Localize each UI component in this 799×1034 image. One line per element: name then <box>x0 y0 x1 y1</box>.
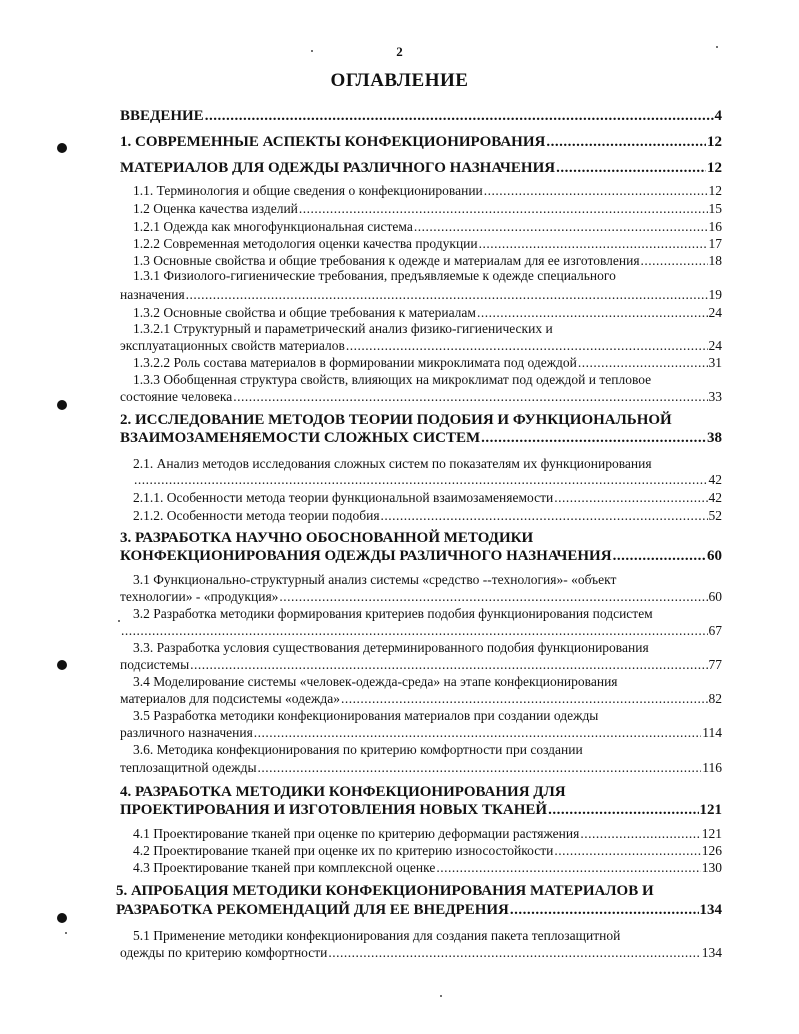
toc-entry[interactable] <box>120 287 722 303</box>
leader-dots <box>546 134 706 151</box>
toc-entry[interactable] <box>120 802 722 819</box>
toc-entry-title: 1.1. Терминология и общие сведения о конфекционировании <box>133 183 483 198</box>
leader-dots <box>479 236 708 252</box>
toc-entry[interactable] <box>120 430 722 447</box>
toc-entry-page: 121 <box>699 802 722 818</box>
toc-entry-title: КОНФЕКЦИОНИРОВАНИЯ ОДЕЖДЫ РАЗЛИЧНОГО НАЗНАЧЕНИЯ <box>120 548 612 564</box>
toc-entry[interactable] <box>120 760 722 776</box>
toc-entry-title: подсистемы <box>120 657 190 672</box>
toc-entry[interactable] <box>133 826 722 842</box>
scan-speck <box>118 620 120 622</box>
leader-dots <box>254 725 701 741</box>
toc-entry[interactable] <box>120 945 722 961</box>
leader-dots <box>481 430 706 447</box>
toc-entry-page: 42 <box>708 490 722 505</box>
toc-entry-title: 1.2 Оценка качества изделий <box>133 201 298 216</box>
toc-entry-title: технологии» - «продукция» <box>120 589 279 604</box>
toc-entry-title: 1.3.2 Основные свойства и общие требования к материалам <box>133 305 476 320</box>
toc-entry-title: 1.3.2.2 Роль состава материалов в формировании микроклимата под одеждой <box>133 355 577 370</box>
toc-entry-page: 31 <box>708 355 722 370</box>
toc-entry[interactable] <box>133 860 722 876</box>
toc-entry-page: 19 <box>708 287 722 302</box>
punch-hole-mark <box>57 400 67 410</box>
leader-dots <box>613 548 706 565</box>
toc-entry-title: 4.2 Проектирование тканей при оценке их по критерию износостойкости <box>133 843 554 858</box>
toc-entry-title: МАТЕРИАЛОВ ДЛЯ ОДЕЖДЫ РАЗЛИЧНОГО НАЗНАЧЕНИЯ <box>120 160 556 176</box>
toc-entry-title: назначения <box>120 287 185 302</box>
leader-dots <box>641 253 708 269</box>
toc-entry-page: 17 <box>708 236 722 251</box>
scan-speck <box>716 46 718 48</box>
toc-entry-page: 121 <box>701 826 722 841</box>
toc-entry[interactable] <box>133 355 722 371</box>
toc-entry[interactable] <box>133 472 722 488</box>
toc-entry[interactable] <box>133 508 722 524</box>
leader-dots <box>299 201 708 217</box>
toc-entry[interactable] <box>120 725 722 741</box>
toc-entry-line1[interactable]: 3.5 Разработка методики конфекционирования материалов при создании одежды <box>133 708 599 723</box>
toc-entry-title: одежды по критерию комфортности <box>120 945 328 960</box>
toc-entry-page: 16 <box>708 219 722 234</box>
leader-dots <box>258 760 702 776</box>
toc-entry[interactable] <box>120 160 722 177</box>
toc-entry-title: ВЗАИМОЗАМЕНЯЕМОСТИ СЛОЖНЫХ СИСТЕМ <box>120 430 481 446</box>
leader-dots <box>190 657 707 673</box>
toc-entry-title: 2.1.2. Особенности метода теории подобия <box>133 508 380 523</box>
leader-dots <box>186 287 708 303</box>
toc-entry[interactable] <box>120 108 722 125</box>
toc-entry-page: 33 <box>708 389 722 404</box>
scan-speck <box>440 995 442 997</box>
leader-dots <box>556 160 706 177</box>
toc-entry-title: 4.1 Проектирование тканей при оценке по критерию деформации растяжения <box>133 826 580 841</box>
toc-entry-title: 1. СОВРЕМЕННЫЕ АСПЕКТЫ КОНФЕКЦИОНИРОВАНИЯ <box>120 134 546 150</box>
toc-entry-line1[interactable]: 1.3.1 Физиолого-гигиенические требования, предъявляемые к одежде специального <box>133 268 616 283</box>
leader-dots <box>346 338 708 354</box>
leader-dots <box>548 802 698 819</box>
leader-dots <box>121 623 708 639</box>
toc-entry[interactable] <box>120 548 722 565</box>
leader-dots <box>414 219 708 235</box>
toc-entry-page: 60 <box>707 548 722 564</box>
page-title: ОГЛАВЛЕНИЕ <box>330 70 469 91</box>
leader-dots <box>381 508 708 524</box>
toc-entry-line1[interactable]: 1.3.3 Обобщенная структура свойств, влияющих на микроклимат под одеждой и тепловое <box>133 372 652 387</box>
toc-entry-line1[interactable]: 3.6. Методика конфекционирования по критерию комфортности при создании <box>133 742 583 757</box>
scan-speck <box>311 50 313 52</box>
toc-entry-title: различного назначения <box>120 725 253 740</box>
toc-entry[interactable] <box>133 219 722 235</box>
toc-entry-page: 67 <box>708 623 722 638</box>
toc-entry-page: 18 <box>708 253 722 268</box>
toc-entry-page: 52 <box>708 508 722 523</box>
toc-entry-page: 38 <box>707 430 722 446</box>
punch-hole-mark <box>57 913 67 923</box>
toc-entry-line1[interactable]: 3.2 Разработка методики формирования критериев подобия функционирования подсистем <box>133 606 653 621</box>
toc-entry-line1[interactable]: 1.3.2.1 Структурный и параметрический анализ физико-гигиенических и <box>133 321 553 336</box>
toc-entry-page: 82 <box>708 691 722 706</box>
toc-entry-title: ПРОЕКТИРОВАНИЯ И ИЗГОТОВЛЕНИЯ НОВЫХ ТКАНЕЙ <box>120 802 548 818</box>
toc-entry-title: теплозащитной одежды <box>120 760 257 775</box>
leader-dots <box>578 355 708 371</box>
leader-dots <box>436 860 700 876</box>
toc-entry[interactable] <box>133 183 722 199</box>
toc-entry-title: эксплуатационных свойств материалов <box>120 338 345 353</box>
toc-entry-line1[interactable]: 3.3. Разработка условия существования детерминированного подобия функционирования <box>133 640 649 655</box>
leader-dots <box>554 490 707 506</box>
toc-entry-title: материалов для подсистемы «одежда» <box>120 691 340 706</box>
toc-entry[interactable] <box>133 236 722 252</box>
toc-entry-page: 24 <box>708 305 722 320</box>
toc-entry[interactable] <box>133 843 722 859</box>
toc-entry-page: 42 <box>708 472 722 487</box>
toc-entry[interactable] <box>133 305 722 321</box>
leader-dots <box>510 902 699 919</box>
toc-entry-line1[interactable]: 3.4 Моделирование системы «человек-одежда-среда» на этапе конфекционирования <box>133 674 618 689</box>
toc-entry-page: 60 <box>708 589 722 604</box>
leader-dots <box>279 589 707 605</box>
toc-entry-page: 77 <box>708 657 722 672</box>
toc-entry-title: ВВЕДЕНИЕ <box>120 108 204 124</box>
toc-entry-line1[interactable]: 5.1 Применение методики конфекционирования для создания пакета теплозащитной <box>133 928 621 943</box>
toc-entry-page: 4 <box>714 108 722 124</box>
toc-entry-page: 114 <box>702 725 722 740</box>
toc-entry-page: 116 <box>702 760 722 775</box>
toc-entry-line1[interactable]: 3.1 Функционально-структурный анализ системы «средство --технология»- «объект <box>133 572 617 587</box>
toc-entry[interactable] <box>133 201 722 217</box>
punch-hole-mark <box>57 660 67 670</box>
toc-entry-line1[interactable]: 5. АПРОБАЦИЯ МЕТОДИКИ КОНФЕКЦИОНИРОВАНИЯ МАТЕРИАЛОВ И <box>116 883 654 899</box>
toc-entry-page: 24 <box>708 338 722 353</box>
leader-dots <box>477 305 708 321</box>
toc-entry[interactable] <box>120 589 722 605</box>
toc-entry-title: 1.2.1 Одежда как многофункциональная система <box>133 219 413 234</box>
toc-entry-page: 15 <box>708 201 722 216</box>
toc-entry-page: 130 <box>701 860 722 875</box>
toc-entry[interactable] <box>120 657 722 673</box>
toc-entry-line1[interactable]: 2. ИССЛЕДОВАНИЕ МЕТОДОВ ТЕОРИИ ПОДОБИЯ И ФУНКЦИОНАЛЬНОЙ <box>120 412 672 428</box>
toc-entry-title: 4.3 Проектирование тканей при комплексной оценке <box>133 860 436 875</box>
toc-entry[interactable] <box>120 134 722 151</box>
leader-dots <box>205 108 714 125</box>
page-number: 2 <box>396 44 403 59</box>
toc-entry[interactable] <box>133 253 722 269</box>
scan-speck <box>65 932 67 934</box>
toc-entry[interactable] <box>120 691 722 707</box>
leader-dots <box>134 472 708 488</box>
toc-entry-title: 1.2.2 Современная методология оценки качества продукции <box>133 236 478 251</box>
toc-entry[interactable] <box>120 338 722 354</box>
toc-entry-page: 126 <box>701 843 722 858</box>
toc-entry[interactable] <box>116 902 722 919</box>
toc-entry-title: РАЗРАБОТКА РЕКОМЕНДАЦИЙ ДЛЯ ЕЕ ВНЕДРЕНИЯ <box>116 902 509 918</box>
leader-dots <box>554 843 700 859</box>
leader-dots <box>484 183 708 199</box>
punch-hole-mark <box>57 143 67 153</box>
toc-entry[interactable] <box>120 389 722 405</box>
toc-entry-title: 2.1.1. Особенности метода теории функциональной взаимозаменяемости <box>133 490 554 505</box>
toc-entry-title: 1.3 Основные свойства и общие требования к одежде и материалам для ее изготовления <box>133 253 640 268</box>
toc-entry[interactable] <box>120 623 722 639</box>
toc-entry-title: состояние человека <box>120 389 233 404</box>
leader-dots <box>233 389 707 405</box>
leader-dots <box>328 945 700 961</box>
leader-dots <box>580 826 700 842</box>
toc-entry-page: 134 <box>699 902 722 918</box>
toc-entry-line1[interactable]: 4. РАЗРАБОТКА МЕТОДИКИ КОНФЕКЦИОНИРОВАНИЯ ДЛЯ <box>120 784 566 800</box>
toc-entry-page: 12 <box>708 183 722 198</box>
toc-entry-line1[interactable]: 2.1. Анализ методов исследования сложных систем по показателям их функционирования <box>133 456 652 471</box>
toc-entry-line1[interactable]: 3. РАЗРАБОТКА НАУЧНО ОБОСНОВАННОЙ МЕТОДИКИ <box>120 530 534 546</box>
leader-dots <box>341 691 708 707</box>
toc-entry[interactable] <box>133 490 722 506</box>
toc-entry-page: 12 <box>707 160 722 176</box>
toc-entry-page: 12 <box>707 134 722 150</box>
toc-entry-page: 134 <box>701 945 722 960</box>
